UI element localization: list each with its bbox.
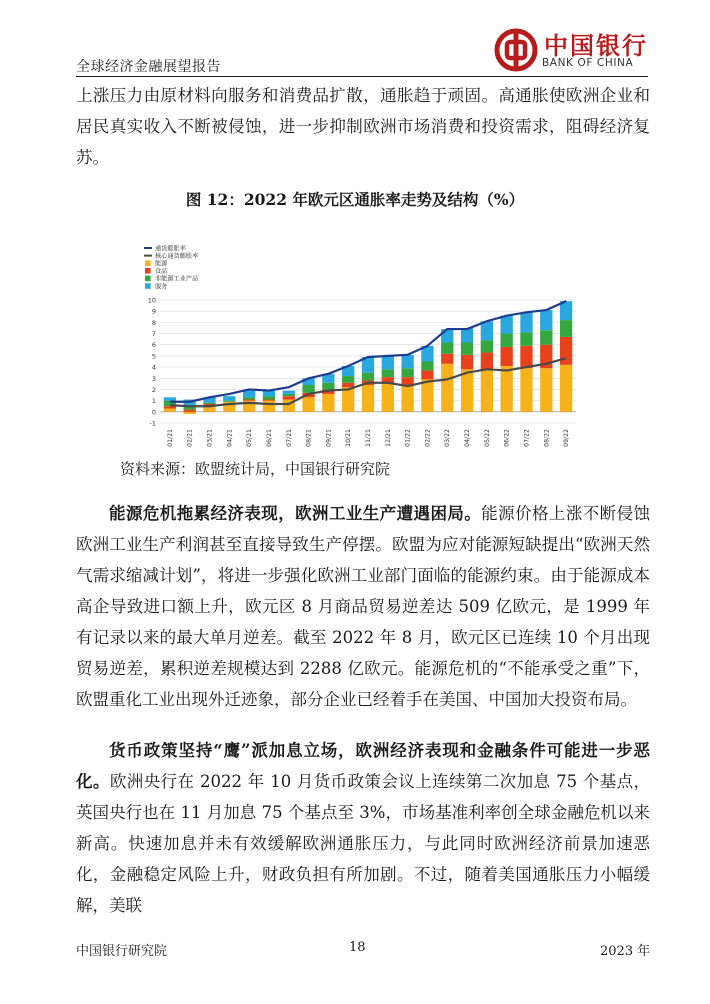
y-tick-label: 3 bbox=[151, 374, 156, 383]
legend-swatch bbox=[145, 268, 151, 274]
bar-segment bbox=[501, 347, 513, 366]
x-tick-label: 11/21 bbox=[365, 429, 372, 447]
bar-segment bbox=[401, 355, 413, 368]
bar-segment bbox=[421, 379, 433, 411]
figure-source: 资料来源：欧盟统计局，中国银行研究院 bbox=[120, 460, 391, 478]
bar-segment bbox=[401, 377, 413, 385]
y-tick-label: 9 bbox=[151, 307, 156, 316]
bar-segment bbox=[481, 369, 493, 411]
bar-segment bbox=[203, 403, 215, 404]
x-tick-label: 09/22 bbox=[563, 429, 571, 447]
x-tick-label: 02/21 bbox=[186, 429, 194, 447]
bar-segment bbox=[382, 356, 394, 369]
bar-segment bbox=[540, 330, 552, 345]
legend-label: 核心通货膨胀率 bbox=[155, 252, 199, 260]
x-tick-label: 03/21 bbox=[206, 429, 214, 447]
bar-segment bbox=[382, 384, 394, 412]
bar-segment bbox=[401, 385, 413, 412]
legend-label: 非能源工业产品 bbox=[155, 275, 199, 283]
x-tick-label: 12/21 bbox=[384, 429, 392, 447]
bar-segment bbox=[421, 362, 433, 371]
bar-segment bbox=[263, 396, 275, 399]
y-tick-label: 7 bbox=[151, 330, 156, 339]
bar-segment bbox=[540, 310, 552, 330]
bar-segment bbox=[421, 370, 433, 379]
x-tick-label: 07/22 bbox=[523, 429, 531, 447]
bar-segment bbox=[362, 373, 374, 381]
figure-title: 图 12：2022 年欧元区通胀率走势及结构（%） bbox=[185, 190, 525, 209]
page-number: 18 bbox=[349, 940, 366, 955]
chart-x-axis bbox=[167, 429, 570, 447]
bar-segment bbox=[302, 385, 314, 393]
bar-segment bbox=[322, 383, 334, 390]
chart-legend bbox=[144, 244, 198, 290]
energy-paragraph bbox=[76, 498, 650, 715]
bank-logo bbox=[490, 26, 650, 76]
bar-segment bbox=[461, 355, 473, 370]
y-tick-label: 4 bbox=[151, 363, 156, 372]
bar-segment bbox=[501, 366, 513, 412]
bar-segment bbox=[223, 396, 235, 400]
x-tick-label: 03/22 bbox=[444, 429, 452, 447]
bar-segment bbox=[461, 342, 473, 354]
y-tick-label: 5 bbox=[151, 352, 156, 361]
chart-y-axis bbox=[148, 297, 156, 428]
x-tick-label: 06/22 bbox=[503, 429, 511, 447]
energy-paragraph-lead: 能源危机拖累经济表现，欧洲工业生产遭遇困局。 bbox=[109, 504, 482, 523]
report-title: 全球经济金融展望报告 bbox=[76, 59, 221, 75]
legend-label: 能源 bbox=[155, 260, 168, 268]
bar-segment bbox=[520, 312, 532, 332]
bar-segment bbox=[243, 391, 255, 398]
bar-segment bbox=[560, 365, 572, 412]
bar-segment bbox=[481, 353, 493, 370]
x-tick-label: 09/21 bbox=[325, 429, 333, 447]
bar-segment bbox=[263, 401, 275, 412]
monetary-paragraph-body: 欧洲央行在 2022 年 10 月货币政策会议上连续第二次加息 75 个基点，英国央行也在 11 月加息 75 个基点至 3%，市场基准利率创全球金融危机以来新高。快速加息并未有效缓解欧洲通胀压力，与此同时欧洲经济前景加速恶化，金融稳定风险上升，财政负担有所加剧。不过，随着美国通胀压力小幅缓解，美联 bbox=[76, 772, 651, 915]
bar-segment bbox=[223, 401, 235, 402]
footer-org: 中国银行研究院 bbox=[76, 944, 168, 959]
x-tick-label: 10/21 bbox=[345, 429, 353, 447]
y-tick-label: 6 bbox=[151, 341, 156, 350]
x-tick-label: 04/21 bbox=[226, 429, 234, 447]
bar-segment bbox=[342, 383, 354, 387]
energy-paragraph-body: 能源价格上涨不断侵蚀欧洲工业生产利润甚至直接导致生产停摆。欧盟为应对能源短缺提出“欧洲天然气需求缩减计划”，将进一步强化欧洲工业部门面临的能源约束。由于能源成本高企导致进口额上升，欧元区 8 月商品贸易逆差达 509 亿欧元，是 1999 年有记录以来的最大单月逆差。截至 2022 年 8 月，欧元区已连续 10 个月出现贸易逆差，累积逆差规模达到 2288 亿欧元。能源危机的“不能承受之重”下，欧盟重化工业出现外迁迹象，部分企业已经着手在美国、中国加大投资布局。 bbox=[76, 504, 651, 709]
x-tick-label: 04/22 bbox=[464, 429, 472, 447]
bar-segment bbox=[501, 334, 513, 347]
bar-segment bbox=[441, 342, 453, 353]
bar-segment bbox=[441, 354, 453, 364]
x-tick-label: 08/22 bbox=[543, 429, 551, 447]
x-tick-label: 01/22 bbox=[404, 429, 412, 447]
y-tick-label: 0 bbox=[151, 408, 156, 417]
bar-segment bbox=[382, 369, 394, 377]
x-tick-label: 06/21 bbox=[265, 429, 273, 447]
y-tick-label: 1 bbox=[151, 397, 156, 406]
inflation-chart bbox=[140, 238, 580, 448]
bar-segment bbox=[520, 332, 532, 345]
bar-segment bbox=[441, 364, 453, 412]
bar-segment bbox=[164, 397, 176, 400]
y-tick-label: 8 bbox=[151, 318, 156, 327]
bar-segment bbox=[302, 397, 314, 412]
bar-segment bbox=[322, 394, 334, 412]
logo-english-name: BANK OF CHINA bbox=[542, 57, 634, 69]
legend-swatch bbox=[145, 283, 151, 289]
bar-segment bbox=[520, 368, 532, 412]
x-tick-label: 01/21 bbox=[166, 429, 174, 447]
bar-segment bbox=[362, 385, 374, 412]
bar-segment bbox=[283, 391, 295, 394]
bar-segment bbox=[243, 400, 255, 401]
y-tick-label: 10 bbox=[147, 296, 156, 305]
bar-segment bbox=[540, 368, 552, 412]
monetary-paragraph bbox=[76, 735, 650, 921]
bar-segment bbox=[184, 410, 196, 412]
x-tick-label: 08/21 bbox=[305, 429, 313, 447]
x-tick-label: 02/22 bbox=[424, 429, 432, 447]
bar-segment bbox=[164, 408, 176, 411]
bar-segment bbox=[481, 340, 493, 352]
bar-segment bbox=[243, 397, 255, 399]
legend-swatch bbox=[145, 260, 151, 266]
x-tick-label: 05/22 bbox=[483, 429, 491, 447]
bar-segment bbox=[441, 329, 453, 342]
x-tick-label: 07/21 bbox=[285, 429, 293, 447]
bar-segment bbox=[342, 387, 354, 412]
bar-segment bbox=[501, 316, 513, 334]
monetary-paragraph-lead: 货币政策坚持“鹰”派加息立场，欧洲经济表现和金融条件可能进一步恶化。 bbox=[76, 741, 650, 791]
bar-segment bbox=[560, 320, 572, 337]
logo-chinese-name: 中国银行 bbox=[544, 31, 648, 60]
bar-segment bbox=[283, 394, 295, 396]
bar-segment bbox=[560, 337, 572, 365]
y-tick-label: -1 bbox=[149, 419, 156, 428]
bar-segment bbox=[283, 396, 295, 399]
x-tick-label: 05/21 bbox=[246, 429, 254, 447]
bar-segment bbox=[263, 400, 275, 401]
legend-label: 通货膨胀率 bbox=[155, 245, 186, 253]
intro-paragraph: 上涨压力由原材料向服务和消费品扩散，通胀趋于顽固。高通胀使欧洲企业和居民真实收入不断被侵蚀，进一步抑制欧洲市场消费和投资需求，阻碍经济复苏。 bbox=[76, 86, 650, 167]
bar-segment bbox=[164, 406, 176, 408]
bar-segment bbox=[401, 368, 413, 377]
header-divider bbox=[76, 76, 648, 77]
bar-segment bbox=[184, 412, 196, 414]
legend-label: 服务 bbox=[155, 283, 168, 291]
bar-segment bbox=[342, 376, 354, 383]
y-tick-label: 2 bbox=[151, 385, 156, 394]
bank-of-china-emblem-icon bbox=[494, 28, 538, 72]
legend-label: 食品 bbox=[155, 268, 168, 276]
legend-swatch bbox=[145, 276, 151, 282]
footer-year: 2023 年 bbox=[600, 944, 651, 959]
bar-segment bbox=[461, 369, 473, 411]
bar-segment bbox=[520, 346, 532, 368]
